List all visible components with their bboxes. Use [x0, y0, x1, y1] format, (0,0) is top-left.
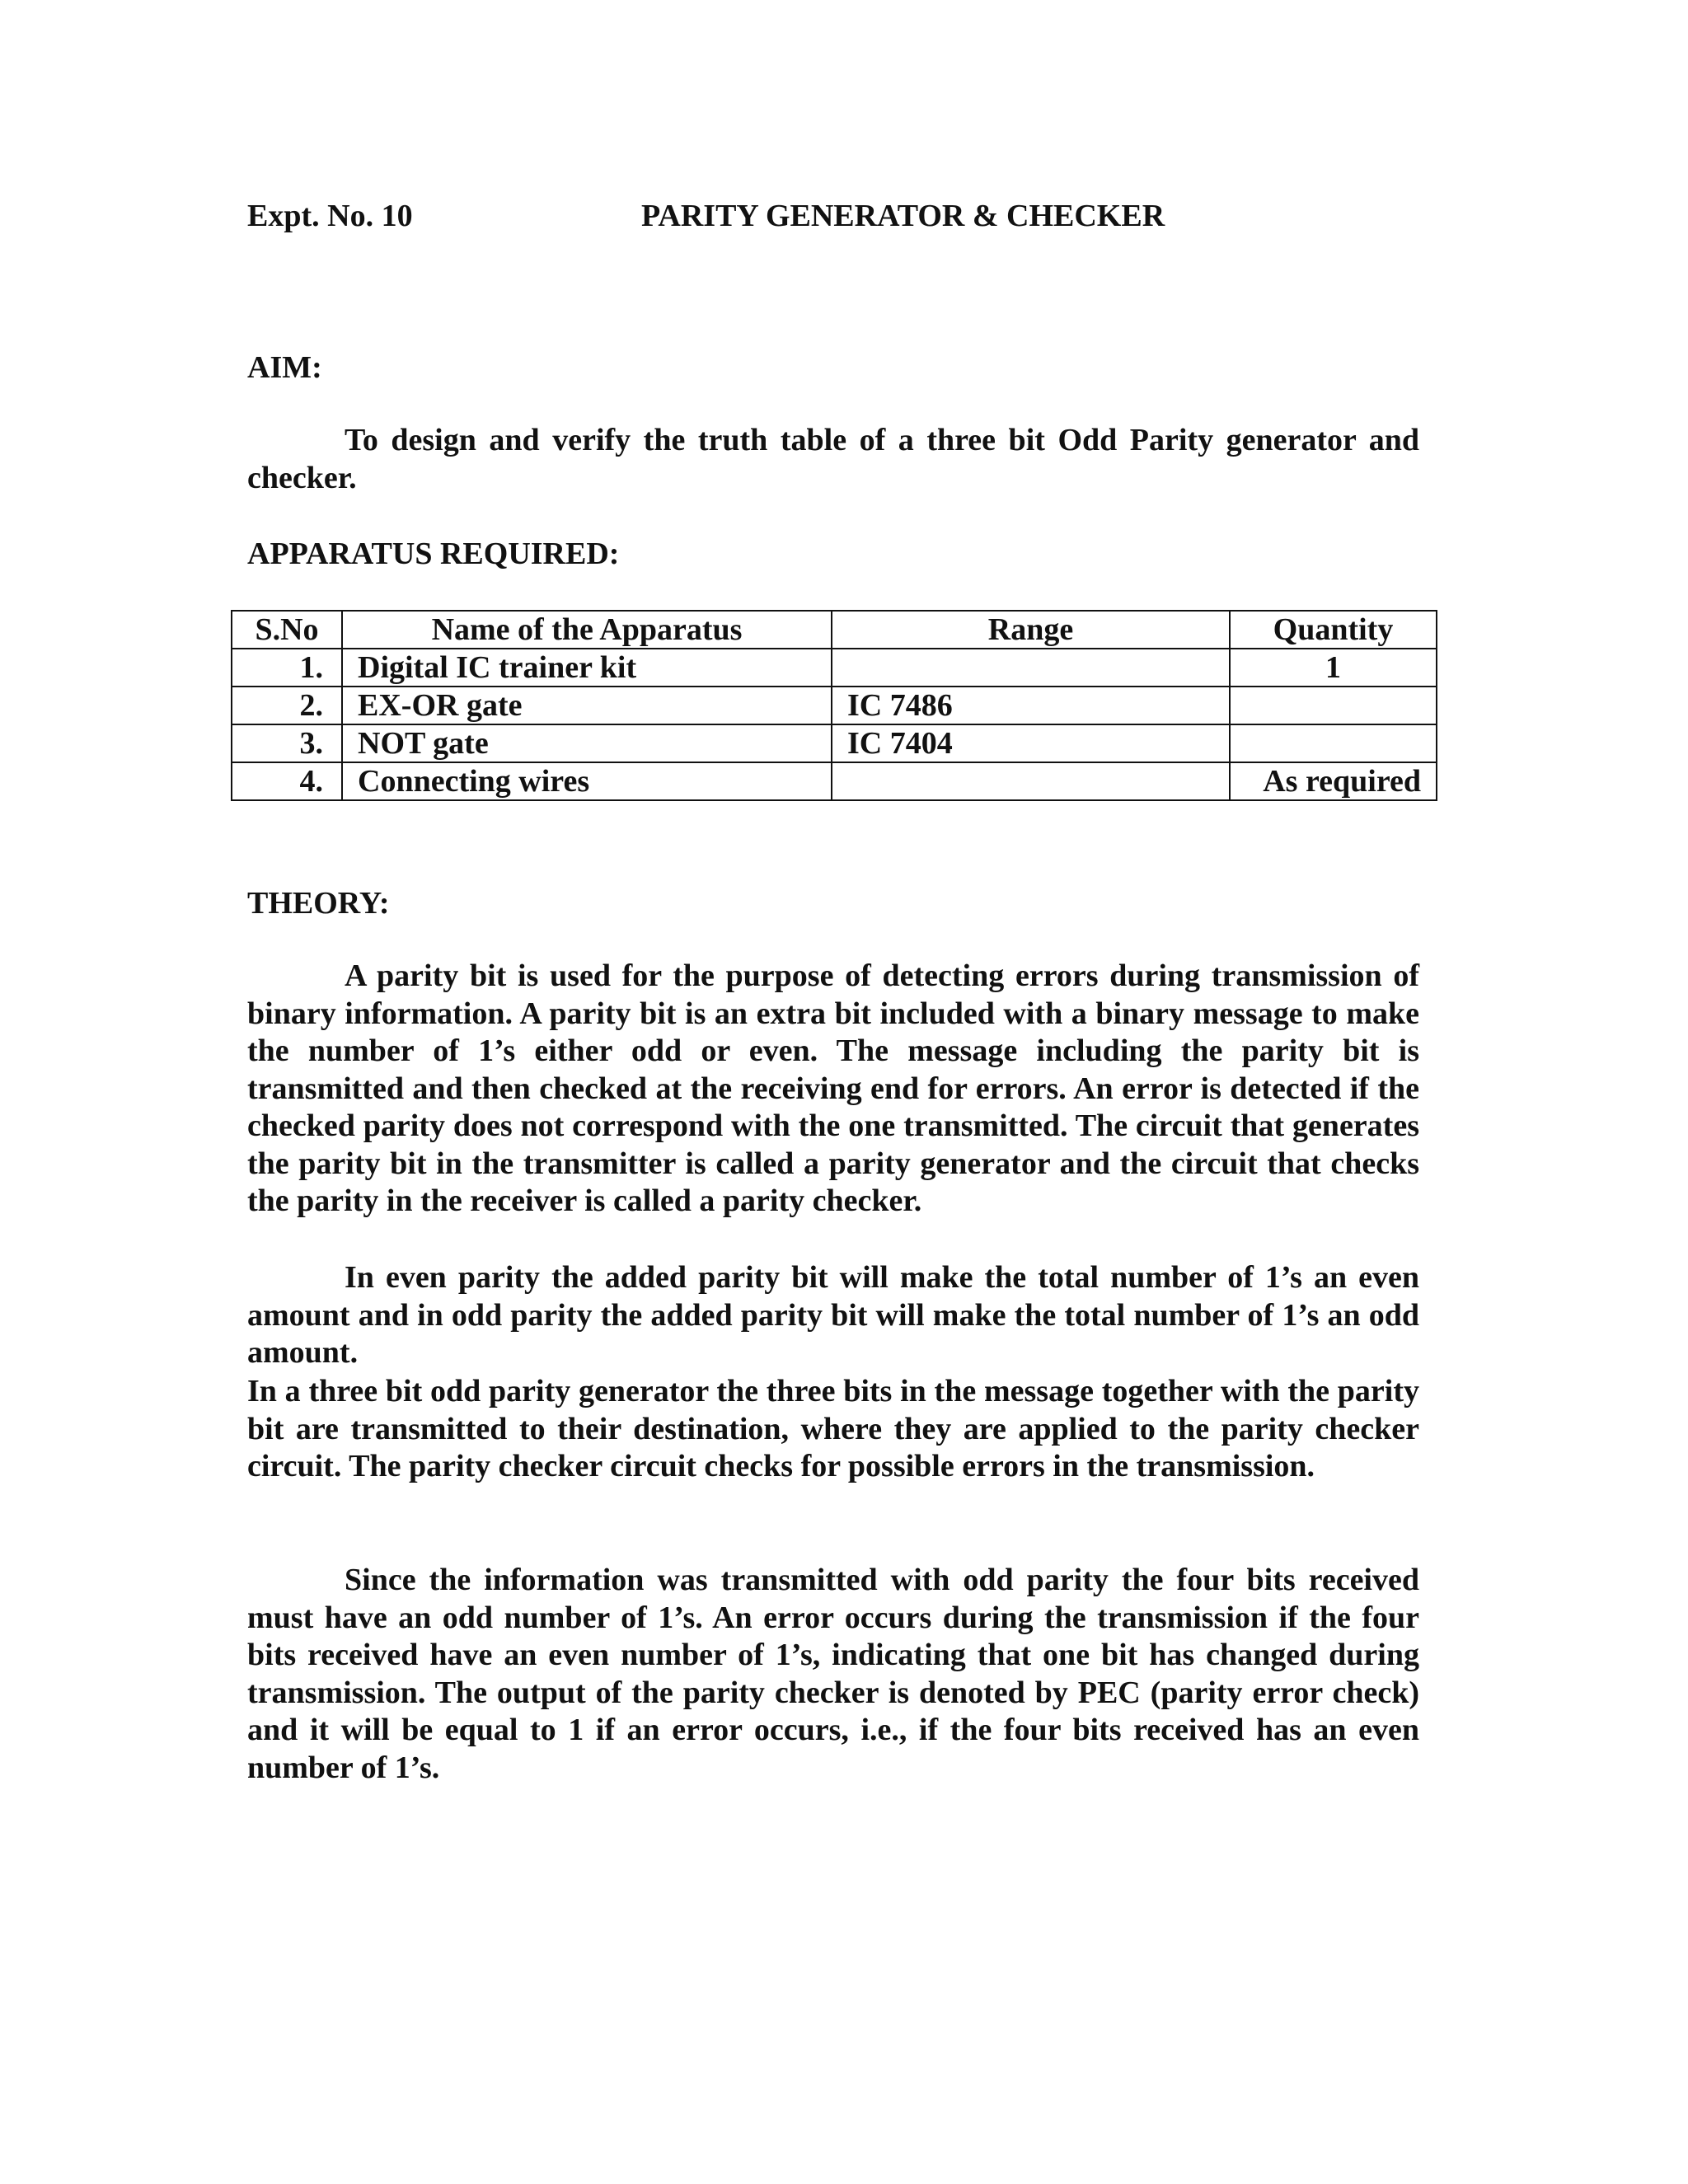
cell-range: IC 7486 — [832, 687, 1230, 724]
cell-quantity — [1230, 724, 1437, 762]
table-row — [232, 649, 1437, 687]
cell-name: Digital IC trainer kit — [342, 649, 832, 687]
document-title: PARITY GENERATOR & CHECKER — [641, 199, 1165, 233]
cell-quantity: 1 — [1230, 649, 1437, 687]
cell-name: NOT gate — [342, 724, 832, 762]
aim-heading: AIM: — [247, 350, 322, 385]
column-header-range: Range — [832, 611, 1230, 649]
column-header-quantity: Quantity — [1230, 611, 1437, 649]
theory-paragraph-4: Since the information was transmitted with odd parity the four bits received must have an odd number of 1’s. An error occurs during the transmission if the four bits received have an even number of 1’s, indicating that one bit has changed during transmission. The output of the parity checker is denoted by PEC (parity error check) and it will be equal to 1 if an error occurs, i.e., if the four bits received has an even number of 1’s. — [247, 1563, 1419, 1785]
cell-quantity: As required — [1230, 762, 1437, 800]
cell-sno: 3. — [232, 724, 342, 762]
document-header — [247, 198, 1451, 239]
aim-text: To design and verify the truth table of a three bit Odd Parity generator and checker. — [247, 423, 1419, 495]
cell-sno: 2. — [232, 687, 342, 724]
cell-name: EX-OR gate — [342, 687, 832, 724]
apparatus-heading: APPARATUS REQUIRED: — [247, 537, 620, 571]
apparatus-table — [231, 610, 1437, 801]
cell-sno: 4. — [232, 762, 342, 800]
theory-paragraph-3: In a three bit odd parity generator the three bits in the message together with the parity bit are transmitted to their destination, where they are applied to the parity checker circuit. The parity checker circuit checks for possible errors in the transmission. — [247, 1374, 1419, 1483]
theory-paragraph-2: In even parity the added parity bit will make the total number of 1’s an even amount and in odd parity the added parity bit will make the total number of 1’s an odd amount. — [247, 1260, 1419, 1370]
table-row — [232, 762, 1437, 800]
table-row — [232, 724, 1437, 762]
cell-quantity — [1230, 687, 1437, 724]
experiment-number: Expt. No. 10 — [247, 199, 413, 233]
column-header-sno: S.No — [232, 611, 342, 649]
table-header-row — [232, 611, 1437, 649]
theory-heading: THEORY: — [247, 886, 390, 921]
theory-paragraph-1: A parity bit is used for the purpose of detecting errors during transmission of binary information. A parity bit is an extra bit included with a binary message to make the number of 1’s either odd or even. The message including the parity bit is transmitted and then checked at the receiving end for errors. An error is detected if the checked parity does not correspond with the one transmitted. The circuit that generates the parity bit in the transmitter is called a parity generator and the circuit that checks the parity in the receiver is called a parity checker. — [247, 958, 1419, 1218]
cell-range: IC 7404 — [832, 724, 1230, 762]
column-header-name: Name of the Apparatus — [342, 611, 832, 649]
cell-sno: 1. — [232, 649, 342, 687]
table-row — [232, 687, 1437, 724]
cell-range — [832, 649, 1230, 687]
cell-name: Connecting wires — [342, 762, 832, 800]
cell-range — [832, 762, 1230, 800]
